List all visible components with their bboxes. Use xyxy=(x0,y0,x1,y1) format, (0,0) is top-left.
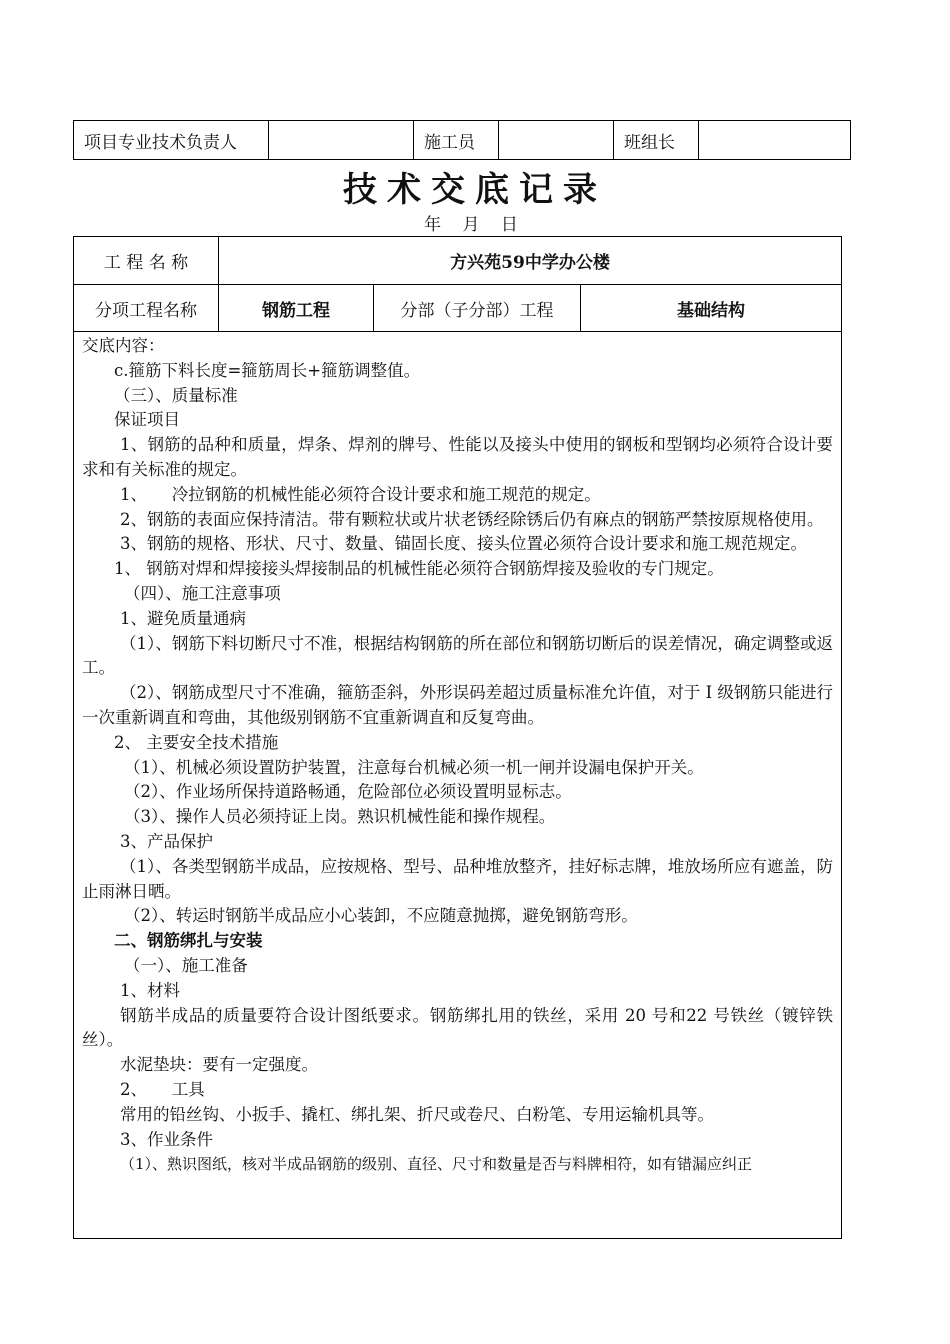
section-heading: （三）、质量标准 xyxy=(114,385,238,405)
content-paragraph: 钢筋半成品的质量要符合设计图纸要求。钢筋绑扎用的铁丝，采用 20 号和22 号铁丝（镀锌铁丝）。 xyxy=(82,1005,833,1050)
content-line: 水泥垫块：要有一定强度。 xyxy=(120,1055,318,1075)
tech-lead-value[interactable] xyxy=(269,121,414,160)
section-heading: 二、钢筋绑扎与安装 xyxy=(114,931,263,951)
sub-project-value: 钢筋工程 xyxy=(219,285,374,332)
project-name: 方兴苑59中学办公楼 xyxy=(219,237,842,285)
signature-table xyxy=(73,120,851,160)
content-line: 常用的铅丝钩、小扳手、撬杠、绑扎架、折尺或卷尺、白粉笔、专用运输机具等。 xyxy=(120,1104,714,1124)
content-heading: 交底内容： xyxy=(82,336,165,355)
content-line: 1、 冷拉钢筋的机械性能必须符合设计要求和施工规范的规定。 xyxy=(120,484,601,504)
document-title: 技术交底记录 xyxy=(343,170,607,210)
content-paragraph: （2）、钢筋成型尺寸不准确，箍筋歪斜，外形误码差超过质量标准允许值，对于 I 级钢筋只能进行一次重新调直和弯曲，其他级别钢筋不宜重新调直和反复弯曲。 xyxy=(82,683,833,727)
disclosure-table xyxy=(73,236,842,1239)
team-leader-label: 班组长 xyxy=(614,121,699,160)
content-paragraph: （1）、各类型钢筋半成品，应按规格、型号、品种堆放整齐，挂好标志牌，堆放场所应有遮盖，防止雨淋日晒。 xyxy=(82,856,833,901)
tech-lead-label: 项目专业技术负责人 xyxy=(74,121,269,160)
content-line: （3）、操作人员必须持证上岗。熟识机械性能和操作规程。 xyxy=(124,807,556,827)
constructor-label: 施工员 xyxy=(414,121,499,160)
content-paragraph: 1、钢筋的品种和质量，焊条、焊剂的牌号、性能以及接头中使用的钢板和型钢均必须符合设计要求和有关标准的规定。 xyxy=(82,435,833,479)
content-paragraph: （1）、钢筋下料切断尺寸不准，根据结构钢筋的所在部位和钢筋切断后的误差情况，确定调整或返工。 xyxy=(82,633,833,678)
content-line: 1、材料 xyxy=(120,980,180,1000)
project-name-label: 工 程 名 称 xyxy=(74,237,219,285)
section-heading: （四）、施工注意事项 xyxy=(124,583,281,603)
team-leader-value[interactable] xyxy=(699,121,851,160)
content-line: 3、产品保护 xyxy=(120,831,213,851)
section-heading: （一）、施工准备 xyxy=(124,955,248,975)
content-line: （2）、作业场所保持道路畅通，危险部位必须设置明显标志。 xyxy=(124,782,572,802)
content-paragraph: 2、钢筋的表面应保持清洁。带有颗粒状或片状老锈经除锈后仍有麻点的钢筋严禁按原规格使用。 xyxy=(120,509,824,529)
division-label: 分部（子分部）工程 xyxy=(374,285,581,332)
content-line: 1、避免质量通病 xyxy=(120,608,246,628)
content-line: 1、 钢筋对焊和焊接接头焊接制品的机械性能必须符合钢筋焊接及验收的专门规定。 xyxy=(114,559,724,579)
content-line: 2、 工具 xyxy=(120,1079,205,1099)
content-paragraph: 3、钢筋的规格、形状、尺寸、数量、锚固长度、接头位置必须符合设计要求和施工规范规定。 xyxy=(120,534,807,554)
constructor-value[interactable] xyxy=(499,121,614,160)
content-line: （2）、转运时钢筋半成品应小心装卸，不应随意抛掷，避免钢筋弯形。 xyxy=(124,906,638,926)
content-line: 3、作业条件 xyxy=(120,1129,213,1149)
content-line: （1）、机械必须设置防护装置，注意每台机械必须一机一闸并设漏电保护开关。 xyxy=(124,757,704,777)
content-line: （1）、熟识图纸，核对半成品钢筋的级别、直径、尺寸和数量是否与料牌相符，如有错漏应纠正 xyxy=(120,1155,753,1174)
date-line: 年 月 日 xyxy=(424,215,526,235)
content-line: 2、 主要安全技术措施 xyxy=(114,732,279,752)
disclosure-content xyxy=(74,332,842,1239)
content-line: 保证项目 xyxy=(114,410,180,430)
content-line: c.箍筋下料长度=箍筋周长+箍筋调整值。 xyxy=(114,360,421,380)
division-value: 基础结构 xyxy=(581,285,842,332)
sub-project-label: 分项工程名称 xyxy=(74,285,219,332)
